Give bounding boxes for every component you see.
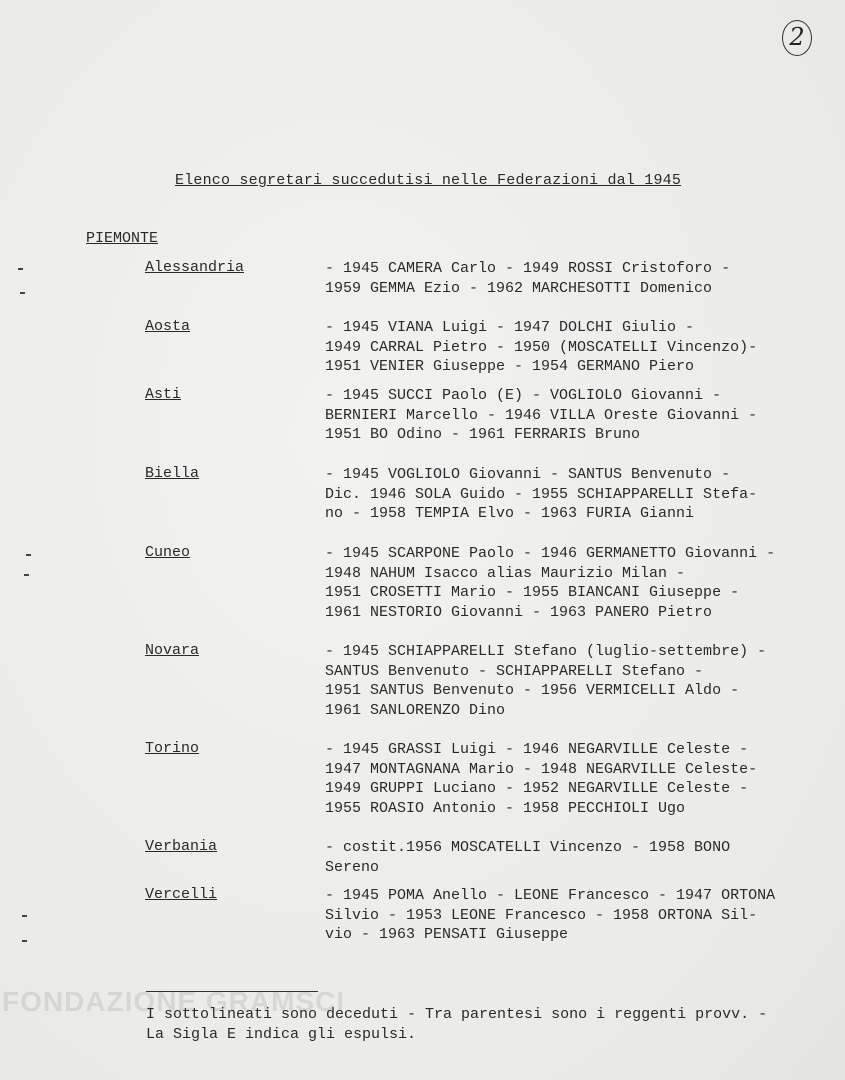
entry-line: - 1945 GRASSI Luigi - 1946 NEGARVILLE Celeste - [325,741,749,758]
page-number: 2 [782,20,812,56]
entry-line: Silvio - 1953 LEONE Francesco - 1958 ORTONA Sil- [325,906,758,924]
federation-name: Vercelli [145,886,218,903]
entry-line: - 1945 POMA Anello - LEONE Francesco - 1947 ORTONA [325,887,776,904]
entry-line: Dic. 1946 SOLA Guido - 1955 SCHIAPPARELLI Stefa- [325,485,758,503]
entry-line: 1951 BO Odino - 1961 FERRARIS Bruno [325,426,641,444]
federation-name: Biella [145,465,200,482]
margin-mark [24,574,29,576]
region-heading: PIEMONTE [86,230,159,247]
footnote-line: I sottolineati sono deceduti - Tra parentesi sono i reggenti provv. - [146,1006,768,1023]
entry-line: 1951 CROSETTI Mario - 1955 BIANCANI Giuseppe - [325,584,740,602]
entry-line: - 1945 SUCCI Paolo (E) - VOGLIOLO Giovanni - [325,387,722,404]
federation-name: Torino [145,740,200,757]
entry-line: 1949 CARRAL Pietro - 1950 (MOSCATELLI Vincenzo)- [325,338,758,356]
entry-line: 1951 VENIER Giuseppe - 1954 GERMANO Piero [325,358,695,376]
entry-line: Sereno [325,858,380,876]
margin-mark [20,292,25,294]
federation-name: Novara [145,642,200,659]
entry-line: 1955 ROASIO Antonio - 1958 PECCHIOLI Ugo [325,799,686,817]
margin-mark [26,554,31,556]
footnote-line: La Sigla E indica gli espulsi. [146,1025,417,1043]
entry-line: - 1945 VIANA Luigi - 1947 DOLCHI Giulio - [325,319,695,336]
entry-line: 1951 SANTUS Benvenuto - 1956 VERMICELLI Aldo - [325,682,740,700]
entry-line: - 1945 CAMERA Carlo - 1949 ROSSI Cristoforo - [325,260,731,277]
margin-mark [18,268,23,270]
federation-name: Cuneo [145,544,191,561]
watermark: FONDAZIONE GRAMSCI [2,986,346,1017]
margin-mark [22,940,27,942]
federation-name: Asti [145,386,182,403]
entry-line: 1961 NESTORIO Giovanni - 1963 PANERO Pietro [325,603,713,621]
entry-line: - 1945 SCHIAPPARELLI Stefano (luglio-settembre) - [325,643,767,660]
entry-line: - 1945 SCARPONE Paolo - 1946 GERMANETTO Giovanni - [325,545,776,562]
entry-line: 1959 GEMMA Ezio - 1962 MARCHESOTTI Domenico [325,279,713,297]
entry-line: BERNIERI Marcello - 1946 VILLA Oreste Giovanni - [325,406,758,424]
entry-line: - costit.1956 MOSCATELLI Vincenzo - 1958 BONO [325,839,731,856]
footnote-divider [146,991,318,992]
margin-mark [22,915,27,917]
federation-name: Verbania [145,838,218,855]
entry-line: no - 1958 TEMPIA Elvo - 1963 FURIA Gianni [325,505,695,523]
entry-line: 1948 NAHUM Isacco alias Maurizio Milan - [325,564,686,582]
entry-line: 1947 MONTAGNANA Mario - 1948 NEGARVILLE Celeste- [325,760,758,778]
entry-line: vio - 1963 PENSATI Giuseppe [325,926,569,944]
document-title: Elenco segretari succedutisi nelle Federazioni dal 1945 [175,172,682,189]
entry-line: 1949 GRUPPI Luciano - 1952 NEGARVILLE Celeste - [325,780,749,798]
federation-name: Alessandria [145,259,245,276]
footnote [146,1005,767,1044]
entry-line: SANTUS Benvenuto - SCHIAPPARELLI Stefano - [325,662,704,680]
entry-line: 1961 SANLORENZO Dino [325,701,506,719]
federation-name: Aosta [145,318,191,335]
entry-line: - 1945 VOGLIOLO Giovanni - SANTUS Benvenuto - [325,466,731,483]
